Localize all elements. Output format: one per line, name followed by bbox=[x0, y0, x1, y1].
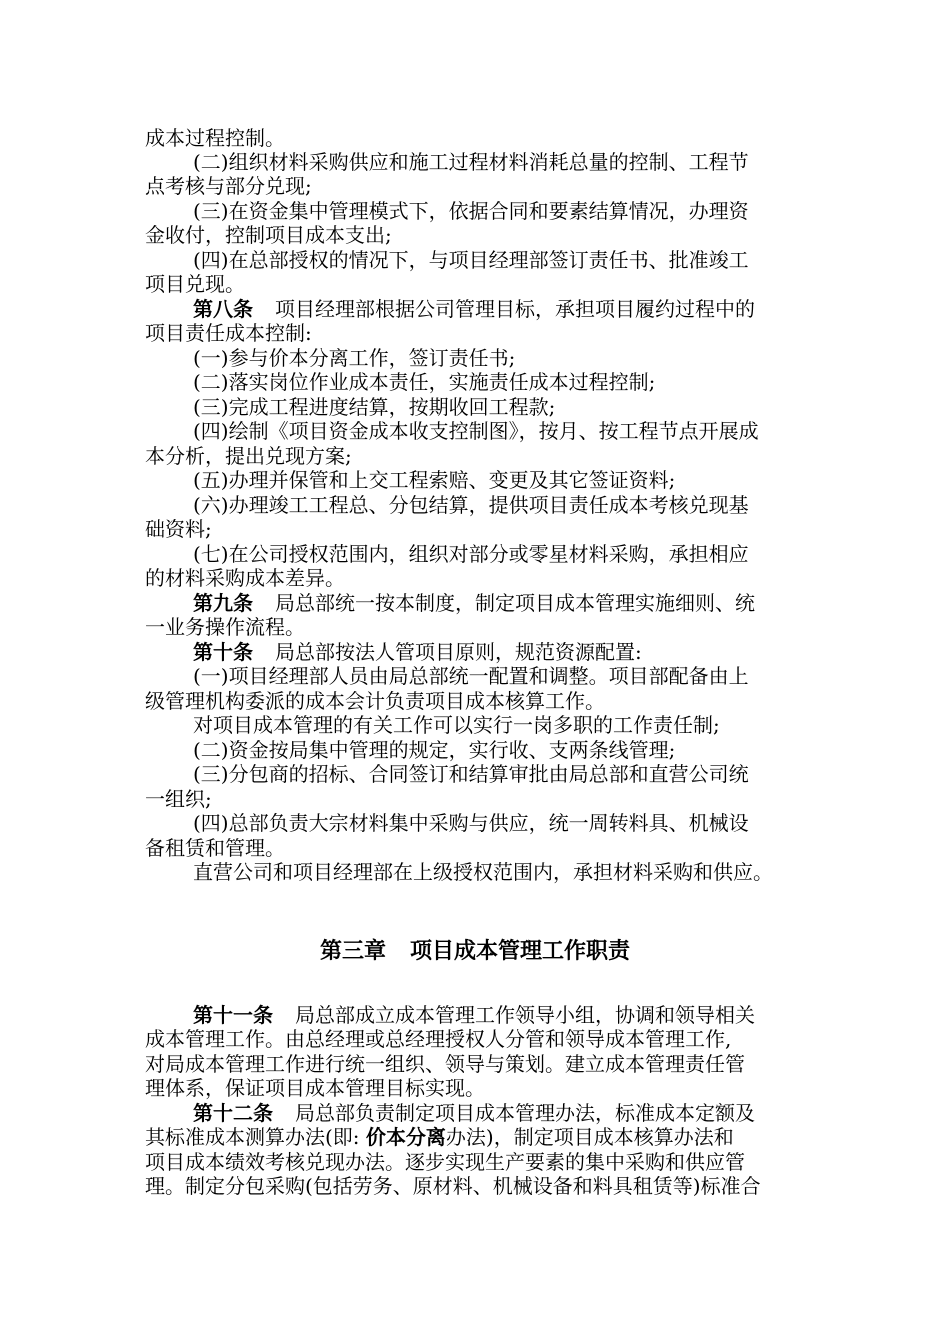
text-line: 项目成本绩效考核兑现办法。逐步实现生产要素的集中采购和供应管 bbox=[145, 1150, 745, 1174]
text-line: (三)完成工程进度结算，按期收回工程款; bbox=[193, 395, 556, 419]
text-line: (二)组织材料采购供应和施工过程材料消耗总量的控制、工程节 bbox=[193, 150, 749, 174]
text-line: (二)资金按局集中管理的规定，实行收、支两条线管理; bbox=[193, 738, 676, 762]
text-line: (二)落实岗位作业成本责任，实施责任成本过程控制; bbox=[193, 370, 656, 394]
text-line: 成本管理工作。由总经理或总经理授权人分管和领导成本管理工作, bbox=[145, 1027, 732, 1051]
text-line: 对局成本管理工作进行统一组织、领导与策划。建立成本管理责任管 bbox=[145, 1052, 745, 1076]
text-line: (六)办理竣工工程总、分包结算，提供项目责任成本考核兑现基 bbox=[193, 493, 749, 517]
text-line: 备租赁和管理。 bbox=[145, 836, 285, 860]
article-8-text: 项目经理部根据公司管理目标，承担项目履约过程中的 bbox=[275, 297, 755, 321]
text-line: 成本过程控制。 bbox=[145, 126, 285, 150]
text-line: 础资料; bbox=[145, 517, 212, 541]
chapter-heading bbox=[0, 934, 950, 965]
article-9-text: 局总部统一按本制度，制定项目成本管理实施细则、统 bbox=[275, 591, 755, 615]
text-line: (一)参与价本分离工作，签订责任书; bbox=[193, 346, 516, 370]
article-10-line bbox=[193, 640, 642, 664]
text-line: (七)在公司授权范围内，组织对部分或零星材料采购，承担相应 bbox=[193, 542, 749, 566]
article-10-text: 局总部按法人管项目原则，规范资源配置: bbox=[275, 640, 642, 664]
text-line: 理。制定分包采购(包括劳务、原材料、机械设备和料具租赁等)标准合 bbox=[145, 1174, 761, 1198]
article-12-label: 第十二条 bbox=[193, 1101, 273, 1125]
article-10-label: 第十条 bbox=[193, 640, 253, 664]
text-line: 理体系，保证项目成本管理目标实现。 bbox=[145, 1076, 485, 1100]
chapter-number: 第三章 bbox=[319, 939, 386, 964]
text-segment: 办法)，制定项目成本核算办法和 bbox=[445, 1125, 734, 1149]
text-line: 项目兑现。 bbox=[145, 272, 245, 296]
article-8-line bbox=[193, 297, 755, 321]
article-11-label: 第十一条 bbox=[193, 1003, 273, 1027]
article-8-label: 第八条 bbox=[193, 297, 253, 321]
text-line: (三)分包商的招标、合同签订和结算审批由局总部和直营公司统 bbox=[193, 762, 749, 786]
text-line: 的材料采购成本差异。 bbox=[145, 566, 345, 590]
text-line: (三)在资金集中管理模式下，依据合同和要素结算情况，办理资 bbox=[193, 199, 749, 223]
article-9-line bbox=[193, 591, 755, 615]
text-line: 本分析，提出兑现方案; bbox=[145, 444, 352, 468]
text-line: (一)项目经理部人员由局总部统一配置和调整。项目部配备由上 bbox=[193, 664, 749, 688]
article-11-text: 局总部成立成本管理工作领导小组，协调和领导相关 bbox=[295, 1003, 755, 1027]
text-segment: 其标准成本测算办法(即: bbox=[145, 1125, 366, 1149]
text-line: (四)绘制《项目资金成本收支控制图》，按月、按工程节点开展成 bbox=[193, 419, 759, 443]
article-9-label: 第九条 bbox=[193, 591, 253, 615]
text-line: (四)总部负责大宗材料集中采购与供应，统一周转料具、机械设 bbox=[193, 811, 749, 835]
text-line: 一业务操作流程。 bbox=[145, 615, 305, 639]
text-line: 级管理机构委派的成本会计负责项目成本核算工作。 bbox=[145, 689, 605, 713]
article-12-text: 局总部负责制定项目成本管理办法，标准成本定额及 bbox=[295, 1101, 755, 1125]
text-line: 直营公司和项目经理部在上级授权范围内，承担材料采购和供应。 bbox=[193, 860, 773, 884]
text-line: 项目责任成本控制: bbox=[145, 321, 312, 345]
text-line: (五)办理并保管和上交工程索赔、变更及其它签证资料; bbox=[193, 468, 676, 492]
text-line: (四)在总部授权的情况下，与项目经理部签订责任书、批准竣工 bbox=[193, 248, 749, 272]
article-12-line bbox=[193, 1101, 755, 1125]
text-line: 一组织; bbox=[145, 787, 212, 811]
text-line: 对项目成本管理的有关工作可以实行一岗多职的工作责任制; bbox=[193, 713, 720, 737]
text-line-mixed bbox=[145, 1125, 734, 1149]
article-11-line bbox=[193, 1003, 755, 1027]
text-line: 金收付，控制项目成本支出; bbox=[145, 223, 392, 247]
emphasis-term: 价本分离 bbox=[365, 1125, 446, 1149]
text-line: 点考核与部分兑现; bbox=[145, 174, 312, 198]
chapter-title: 项目成本管理工作职责 bbox=[410, 939, 631, 964]
